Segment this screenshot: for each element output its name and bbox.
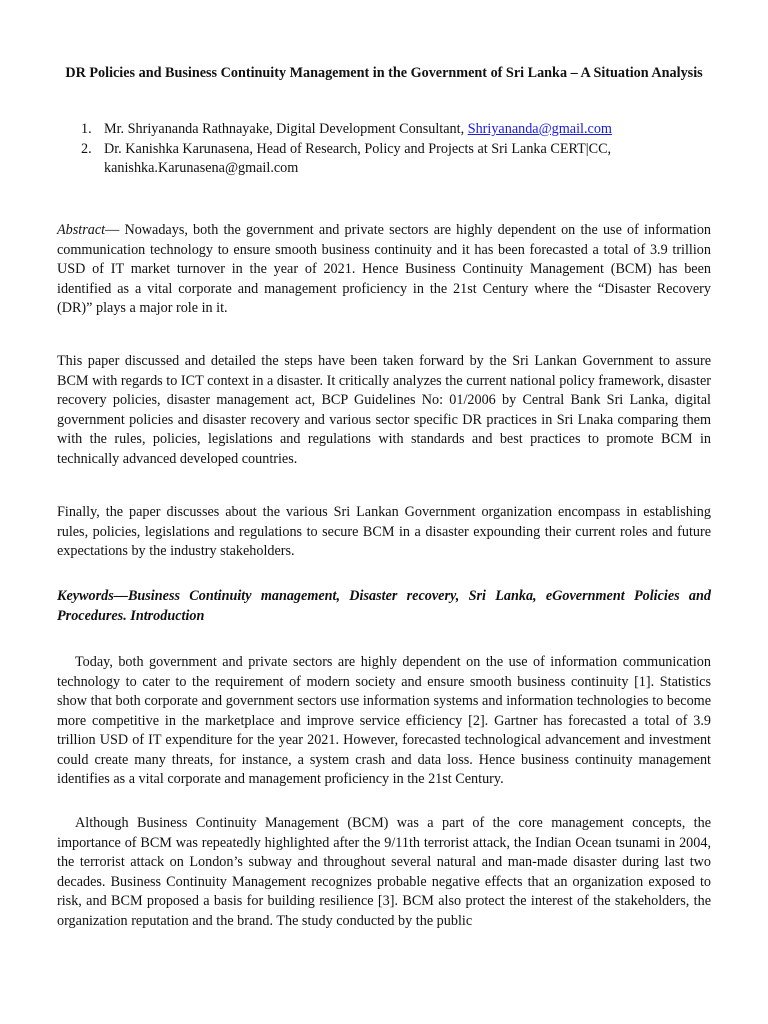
abstract-dash: —	[105, 222, 125, 238]
author-item	[57, 120, 711, 140]
intro-paragraph: Today, both government and private sectors are highly dependent on the use of information communication technology to cater to the requirement of modern society and ensure smooth business continuity [1]. Statistics show that both corporate and government sectors use information systems and information technologies to become more competitive in the marketplace and improve service efficiency [2]. Gartner has forecasted a total of 3.9 trillion USD of IT expenditure for the year 2021. However, forecasted technological advancement and investment could create many threats, for instance, a system crash and data loss. Hence business continuity management identifies as a vital corporate and management proficiency in the 21st Century.	[57, 654, 711, 787]
author-affiliation: Mr. Shriyananda Rathnayake, Digital Development Consultant,	[104, 121, 468, 137]
author-number: 2.	[81, 140, 92, 157]
body-paragraph: This paper discussed and detailed the steps have been taken forward by the Sri Lankan Government to assure BCM with regards to ICT context in a disaster. It critically analyzes the current national policy framework, disaster recovery policies, disaster management act, BCP Guidelines No: 01/2006 by Central Bank Sri Lanka, digital government policies and disaster recovery and various sector specific DR practices in Sri Lnaka comparing them with the rules, policies, legislations and regulations with standards and best practices to promote BCM in technically advanced developed countries.	[57, 353, 711, 467]
author-affiliation: Dr. Kanishka Karunasena, Head of Research, Policy and Projects at Sri Lanka CERT|CC,	[104, 140, 612, 157]
author-item	[57, 140, 711, 179]
author-details	[104, 120, 711, 140]
body-paragraph: Finally, the paper discusses about the various Sri Lankan Government organization encompass in establishing rules, policies, legislations and regulations to secure BCM in a disaster expounding their current roles and future expectations by the industry stakeholders.	[57, 504, 711, 559]
paper-title: DR Policies and Business Continuity Management in the Government of Sri Lanka – A Situation Analysis	[65, 65, 703, 81]
keywords: Keywords—Business Continuity management, Disaster recovery, Sri Lanka, eGovernment Policies and Procedures. Introduction	[57, 588, 711, 624]
author-email-link[interactable]: Shriyananda@gmail.com	[467, 121, 612, 137]
author-email: kanishka.Karunasena@gmail.com	[104, 160, 299, 176]
author-number: 1.	[81, 121, 92, 137]
intro-paragraph: Although Business Continuity Management (BCM) was a part of the core management concepts, the importance of BCM was repeatedly highlighted after the 9/11th terrorist attack, the Indian Ocean tsunami in 2004, the terrorist attack on London’s subway and throughout several natural and man-made disaster during last two decades. Business Continuity Management recognizes probable negative effects that an organization exposed to risk, and BCM proposed a basis for building resilience [3]. BCM also protect the interest of the stakeholders, the organization reputation and the brand. The study conducted by the public	[57, 815, 711, 929]
abstract-paragraph	[57, 221, 711, 319]
abstract-text: Nowadays, both the government and private sectors are highly dependent on the use of information communication technology to ensure smooth business continuity and it has been forecasted a total of 3.9 trillion USD of IT market turnover in the year of 2021. Hence Business Continuity Management (BCM) has been identified as a vital corporate and management proficiency in the 21st Century where the “Disaster Recovery (DR)” plays a major role in it.	[57, 222, 712, 316]
author-details	[104, 140, 711, 179]
abstract-label: Abstract	[57, 222, 106, 238]
author-list	[57, 120, 711, 179]
